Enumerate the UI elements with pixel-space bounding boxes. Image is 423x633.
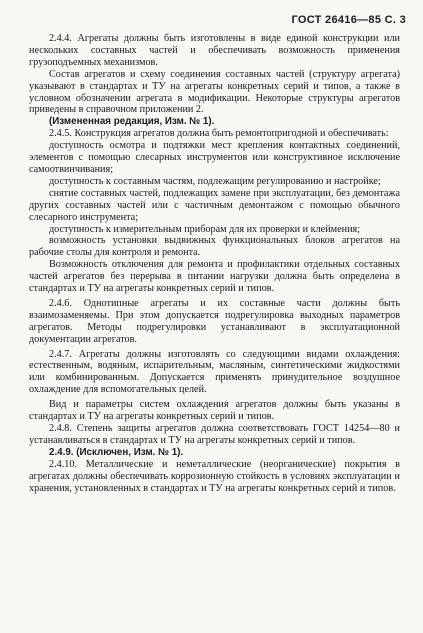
document-body — [29, 33, 400, 494]
paragraph-2-4-8: 2.4.8. Степень защиты агрегатов должна соответствовать ГОСТ 14254—80 и устанавливаться в стандартах и ТУ на агрегаты конкретных серий и типов. — [29, 423, 400, 446]
list-item-adjustment: доступность к составным частям, подлежащим регулированию и настройке; — [49, 175, 381, 187]
list-item-removal: снятие составных частей, подлежащих замене при эксплуатации, без демонтажа других составных частей или с частичным демонтажом с помощью обычного слесарного инструмента; — [29, 187, 400, 223]
list-item-blocks: возможность установки выдвижных функциональных блоков агрегатов на рабочие столы для контроля и ремонта. — [29, 235, 400, 259]
list-item-instruments: доступность к измерительным приборам для их проверки и клеймения; — [49, 223, 361, 235]
paragraph-2-4-10: 2.4.10. Металлические и неметаллические (неорганические) покрытия в агрегатах должны обеспечивать коррозионную стойкость в условиях эксплуатации и хранения, установленных в стандартах и ТУ на агрегаты конкретных серий и типов. — [29, 458, 400, 494]
paragraph-disconnection: Возможность отключения для ремонта и профилактики отдельных составных частей агрегатов без перерыва в питании нагрузки должна быть определена в стандартах и ТУ на агрегаты конкретных серий и типов. — [29, 259, 400, 295]
page-header: ГОСТ 26416—85 С. 3 — [291, 14, 406, 26]
list-item-inspection: доступность осмотра и подтяжки мест крепления контактных соединений, элементов с помощью слесарных инструментов или конструктивное исключение самоотвинчивания; — [29, 140, 400, 175]
paragraph-2-4-9: 2.4.9. (Исключен, Изм. № 1). — [49, 446, 184, 458]
paragraph-2-4-6: 2.4.6. Однотипные агрегаты и их составные части должны быть взаимозаменяемы. При этом допускается подрегулировка выходных параметров агрегатов. Методы подрегулировки устанавливают в эксплуатационной документации агрегатов. — [29, 297, 400, 345]
paragraph-cooling-params: Вид и параметры систем охлаждения агрегатов должны быть указаны в стандартах и ТУ на агрегаты конкретных серий и типов. — [29, 399, 400, 423]
paragraph-2-4-7: 2.4.7. Агрегаты должны изготовлять со следующими видами охлаждения: естественным, водяным, испарительным, масляным, синтетическими жидкостями или комбинированным. Допускается применять принудительное воздушное охлаждение для вспомогательных целей. — [29, 348, 400, 396]
paragraph-structure: Состав агрегатов и схему соединения составных частей (структуру агрегата) указывают в стандартах и ТУ на агрегаты конкретных серий и типов, а также в условном обозначении агрегата в модификации. Некоторые структуры агрегатов приведены в справочном приложении 2. — [29, 68, 400, 116]
paragraph-2-4-5: 2.4.5. Конструкция агрегатов должна быть ремонтопригодной и обеспечивать: — [49, 128, 389, 140]
amendment-note-1: (Измененная редакция, Изм. № 1). — [49, 116, 215, 128]
paragraph-2-4-4: 2.4.4. Агрегаты должны быть изготовлены в виде единой конструкции или нескольких составных частей и обеспечивать возможность применения грузоподъемных механизмов. — [29, 33, 400, 68]
